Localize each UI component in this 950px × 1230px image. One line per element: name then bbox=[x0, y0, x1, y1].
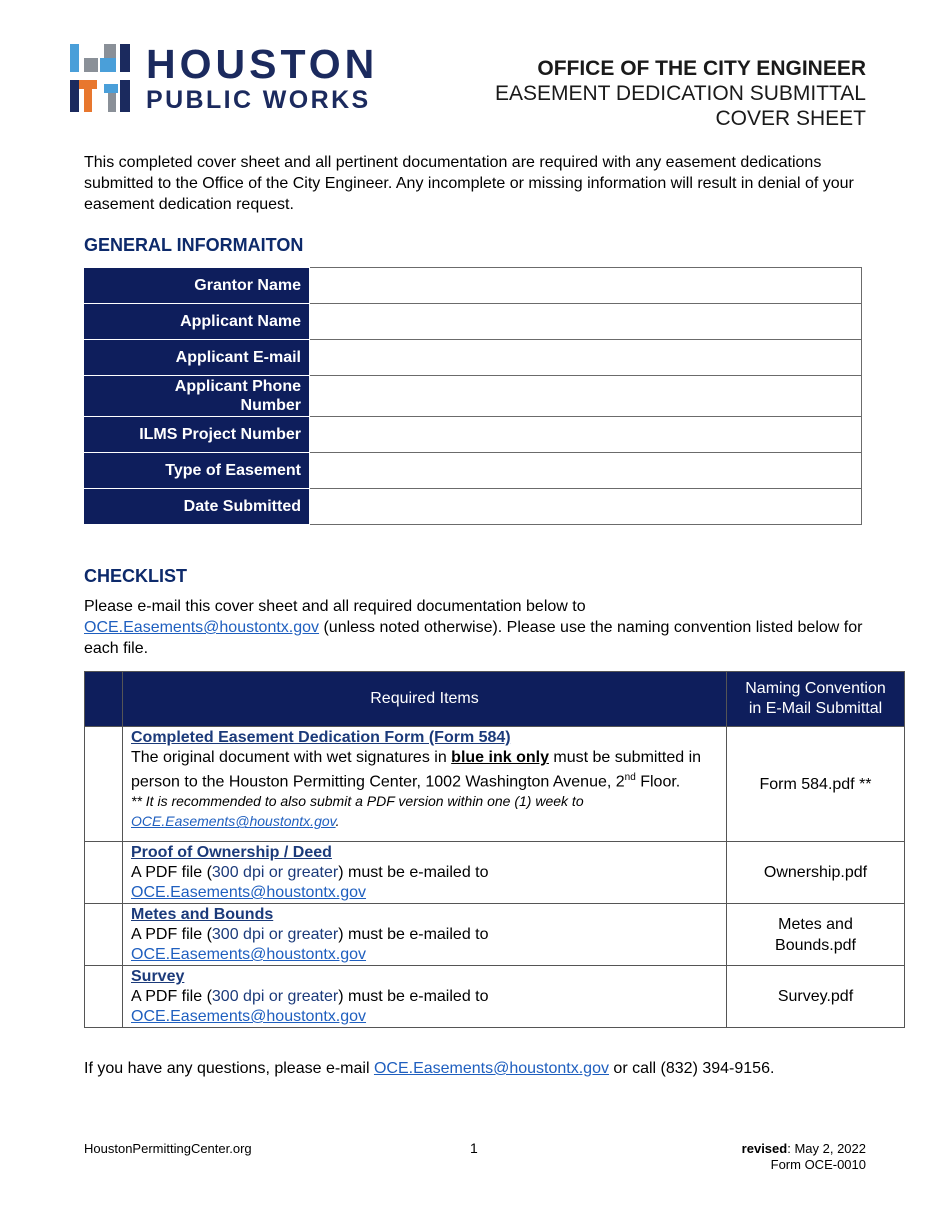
dpi-requirement: 300 dpi or greater bbox=[211, 926, 339, 943]
checklist-table bbox=[84, 671, 905, 1028]
naming-convention-cell: Ownership.pdf bbox=[727, 842, 905, 904]
item-title: Metes and Bounds bbox=[131, 906, 274, 923]
item-text: must be submitted in person to the Houston Permitting Center, 1002 Washington Avenue, 2 bbox=[131, 749, 702, 791]
checklist-heading: CHECKLIST bbox=[84, 566, 187, 586]
checklist-email-link[interactable]: OCE.Easements@houstontx.gov bbox=[84, 619, 320, 636]
item-text: The original document with wet signatures in bbox=[131, 749, 452, 766]
logo-public-works-text: PUBLIC WORKS bbox=[146, 86, 371, 114]
checklist-intro bbox=[84, 596, 874, 659]
required-item-cell bbox=[123, 842, 727, 904]
item-note: ** It is recommended to also submit a PDF version within one (1) week to bbox=[131, 793, 584, 810]
dpi-requirement: 300 dpi or greater bbox=[211, 864, 339, 881]
field-label: Grantor Name bbox=[85, 268, 310, 304]
naming-convention-header bbox=[727, 672, 905, 727]
footer-website: HoustonPermittingCenter.org bbox=[84, 1141, 252, 1156]
logo-houston-text: HOUSTON bbox=[146, 41, 379, 87]
required-item-cell bbox=[123, 966, 727, 1028]
field-label bbox=[85, 376, 310, 417]
logo-mark-icon bbox=[70, 44, 132, 112]
checklist-row-survey bbox=[85, 966, 905, 1028]
office-title: OFFICE OF THE CITY ENGINEER bbox=[537, 57, 866, 80]
field-row-grantor-name bbox=[85, 268, 862, 304]
form-number: Form OCE-0010 bbox=[770, 1157, 866, 1172]
checklist-row-form-584 bbox=[85, 727, 905, 842]
naming-line2: Bounds.pdf bbox=[775, 936, 856, 954]
field-label: Applicant E-mail bbox=[85, 340, 310, 376]
item-email-link[interactable]: OCE.Easements@houstontx.gov bbox=[131, 946, 367, 963]
item-text: ) must be e-mailed to bbox=[338, 864, 489, 881]
naming-line1: Metes and bbox=[778, 915, 853, 933]
checklist-header-row bbox=[85, 672, 905, 727]
page-number: 1 bbox=[470, 1140, 478, 1156]
field-row-applicant-email bbox=[85, 340, 862, 376]
dpi-requirement: 300 dpi or greater bbox=[211, 988, 339, 1005]
field-label: Applicant Name bbox=[85, 304, 310, 340]
ilms-project-number-field[interactable] bbox=[310, 417, 862, 453]
item-emphasis: blue ink only bbox=[451, 749, 549, 766]
naming-convention-cell: Survey.pdf bbox=[727, 966, 905, 1028]
item-text: ) must be e-mailed to bbox=[338, 926, 489, 943]
item-email-link[interactable]: OCE.Easements@houstontx.gov bbox=[131, 884, 367, 901]
intro-paragraph: This completed cover sheet and all pertinent documentation are required with any easement dedications submitted to the Office of the City Engineer. Any incomplete or missing information will result in denial of your easement dedication request. bbox=[84, 154, 854, 213]
naming-header-line1: Naming Convention bbox=[745, 680, 886, 697]
document-title-line1: EASEMENT DEDICATION SUBMITTAL bbox=[494, 82, 866, 105]
note-end: . bbox=[335, 813, 340, 830]
item-email-link[interactable]: OCE.Easements@houstontx.gov bbox=[131, 1008, 367, 1025]
houston-public-works-logo bbox=[70, 41, 390, 114]
date-submitted-field[interactable] bbox=[310, 489, 862, 525]
field-label: Date Submitted bbox=[85, 489, 310, 525]
document-header bbox=[406, 57, 866, 131]
document-title-line2: COVER SHEET bbox=[715, 107, 866, 130]
note-email-link[interactable]: OCE.Easements@houstontx.gov bbox=[131, 813, 336, 830]
questions-pre: If you have any questions, please e-mail bbox=[84, 1060, 374, 1077]
questions-email-link[interactable]: OCE.Easements@houstontx.gov bbox=[373, 1060, 609, 1077]
item-text: ) must be e-mailed to bbox=[338, 988, 489, 1005]
field-label: Type of Easement bbox=[85, 453, 310, 489]
required-item-cell bbox=[123, 904, 727, 966]
footer-revision bbox=[742, 1141, 866, 1173]
item-title: Completed Easement Dedication Form (Form 584) bbox=[131, 729, 511, 746]
general-info-heading: GENERAL INFORMAITON bbox=[84, 235, 304, 255]
grantor-name-field[interactable] bbox=[310, 268, 862, 304]
field-label-line1: Applicant Phone bbox=[174, 378, 301, 395]
revised-date: : May 2, 2022 bbox=[787, 1141, 866, 1156]
applicant-phone-field[interactable] bbox=[310, 376, 862, 417]
item-text: A PDF file ( bbox=[131, 988, 212, 1005]
revised-label: revised bbox=[741, 1141, 788, 1156]
type-of-easement-field[interactable] bbox=[310, 453, 862, 489]
checklist-intro-pre: Please e-mail this cover sheet and all required documentation below to bbox=[84, 598, 586, 615]
checklist-row-ownership bbox=[85, 842, 905, 904]
general-info-table bbox=[84, 267, 862, 525]
field-row-applicant-name bbox=[85, 304, 862, 340]
item-title: Proof of Ownership / Deed bbox=[131, 844, 332, 861]
item-text: Floor. bbox=[635, 773, 681, 791]
applicant-email-field[interactable] bbox=[310, 340, 862, 376]
field-label: ILMS Project Number bbox=[85, 417, 310, 453]
questions-post: or call (832) 394-9156. bbox=[608, 1060, 775, 1077]
field-row-date-submitted bbox=[85, 489, 862, 525]
naming-convention-cell bbox=[727, 904, 905, 966]
checklist-checkbox[interactable] bbox=[85, 842, 123, 904]
checklist-checkbox[interactable] bbox=[85, 966, 123, 1028]
checklist-checkbox[interactable] bbox=[85, 904, 123, 966]
checklist-row-metes-and-bounds bbox=[85, 904, 905, 966]
naming-convention-cell: Form 584.pdf ** bbox=[727, 727, 905, 842]
required-items-header: Required Items bbox=[123, 672, 727, 727]
field-row-ilms-project-number bbox=[85, 417, 862, 453]
field-row-applicant-phone bbox=[85, 376, 862, 417]
superscript: nd bbox=[624, 772, 636, 783]
field-label-line2: Number bbox=[240, 397, 301, 414]
naming-header-line2: in E-Mail Submittal bbox=[748, 700, 883, 717]
checklist-checkbox[interactable] bbox=[85, 727, 123, 842]
item-title: Survey bbox=[131, 968, 185, 985]
questions-line bbox=[84, 1060, 774, 1078]
required-item-cell bbox=[123, 727, 727, 842]
checklist-intro-post: (unless noted otherwise). Please use the naming convention listed below for each file. bbox=[84, 619, 863, 657]
applicant-name-field[interactable] bbox=[310, 304, 862, 340]
item-text: A PDF file ( bbox=[131, 864, 212, 881]
item-text: A PDF file ( bbox=[131, 926, 212, 943]
checkbox-column-header bbox=[85, 672, 123, 727]
field-row-type-of-easement bbox=[85, 453, 862, 489]
